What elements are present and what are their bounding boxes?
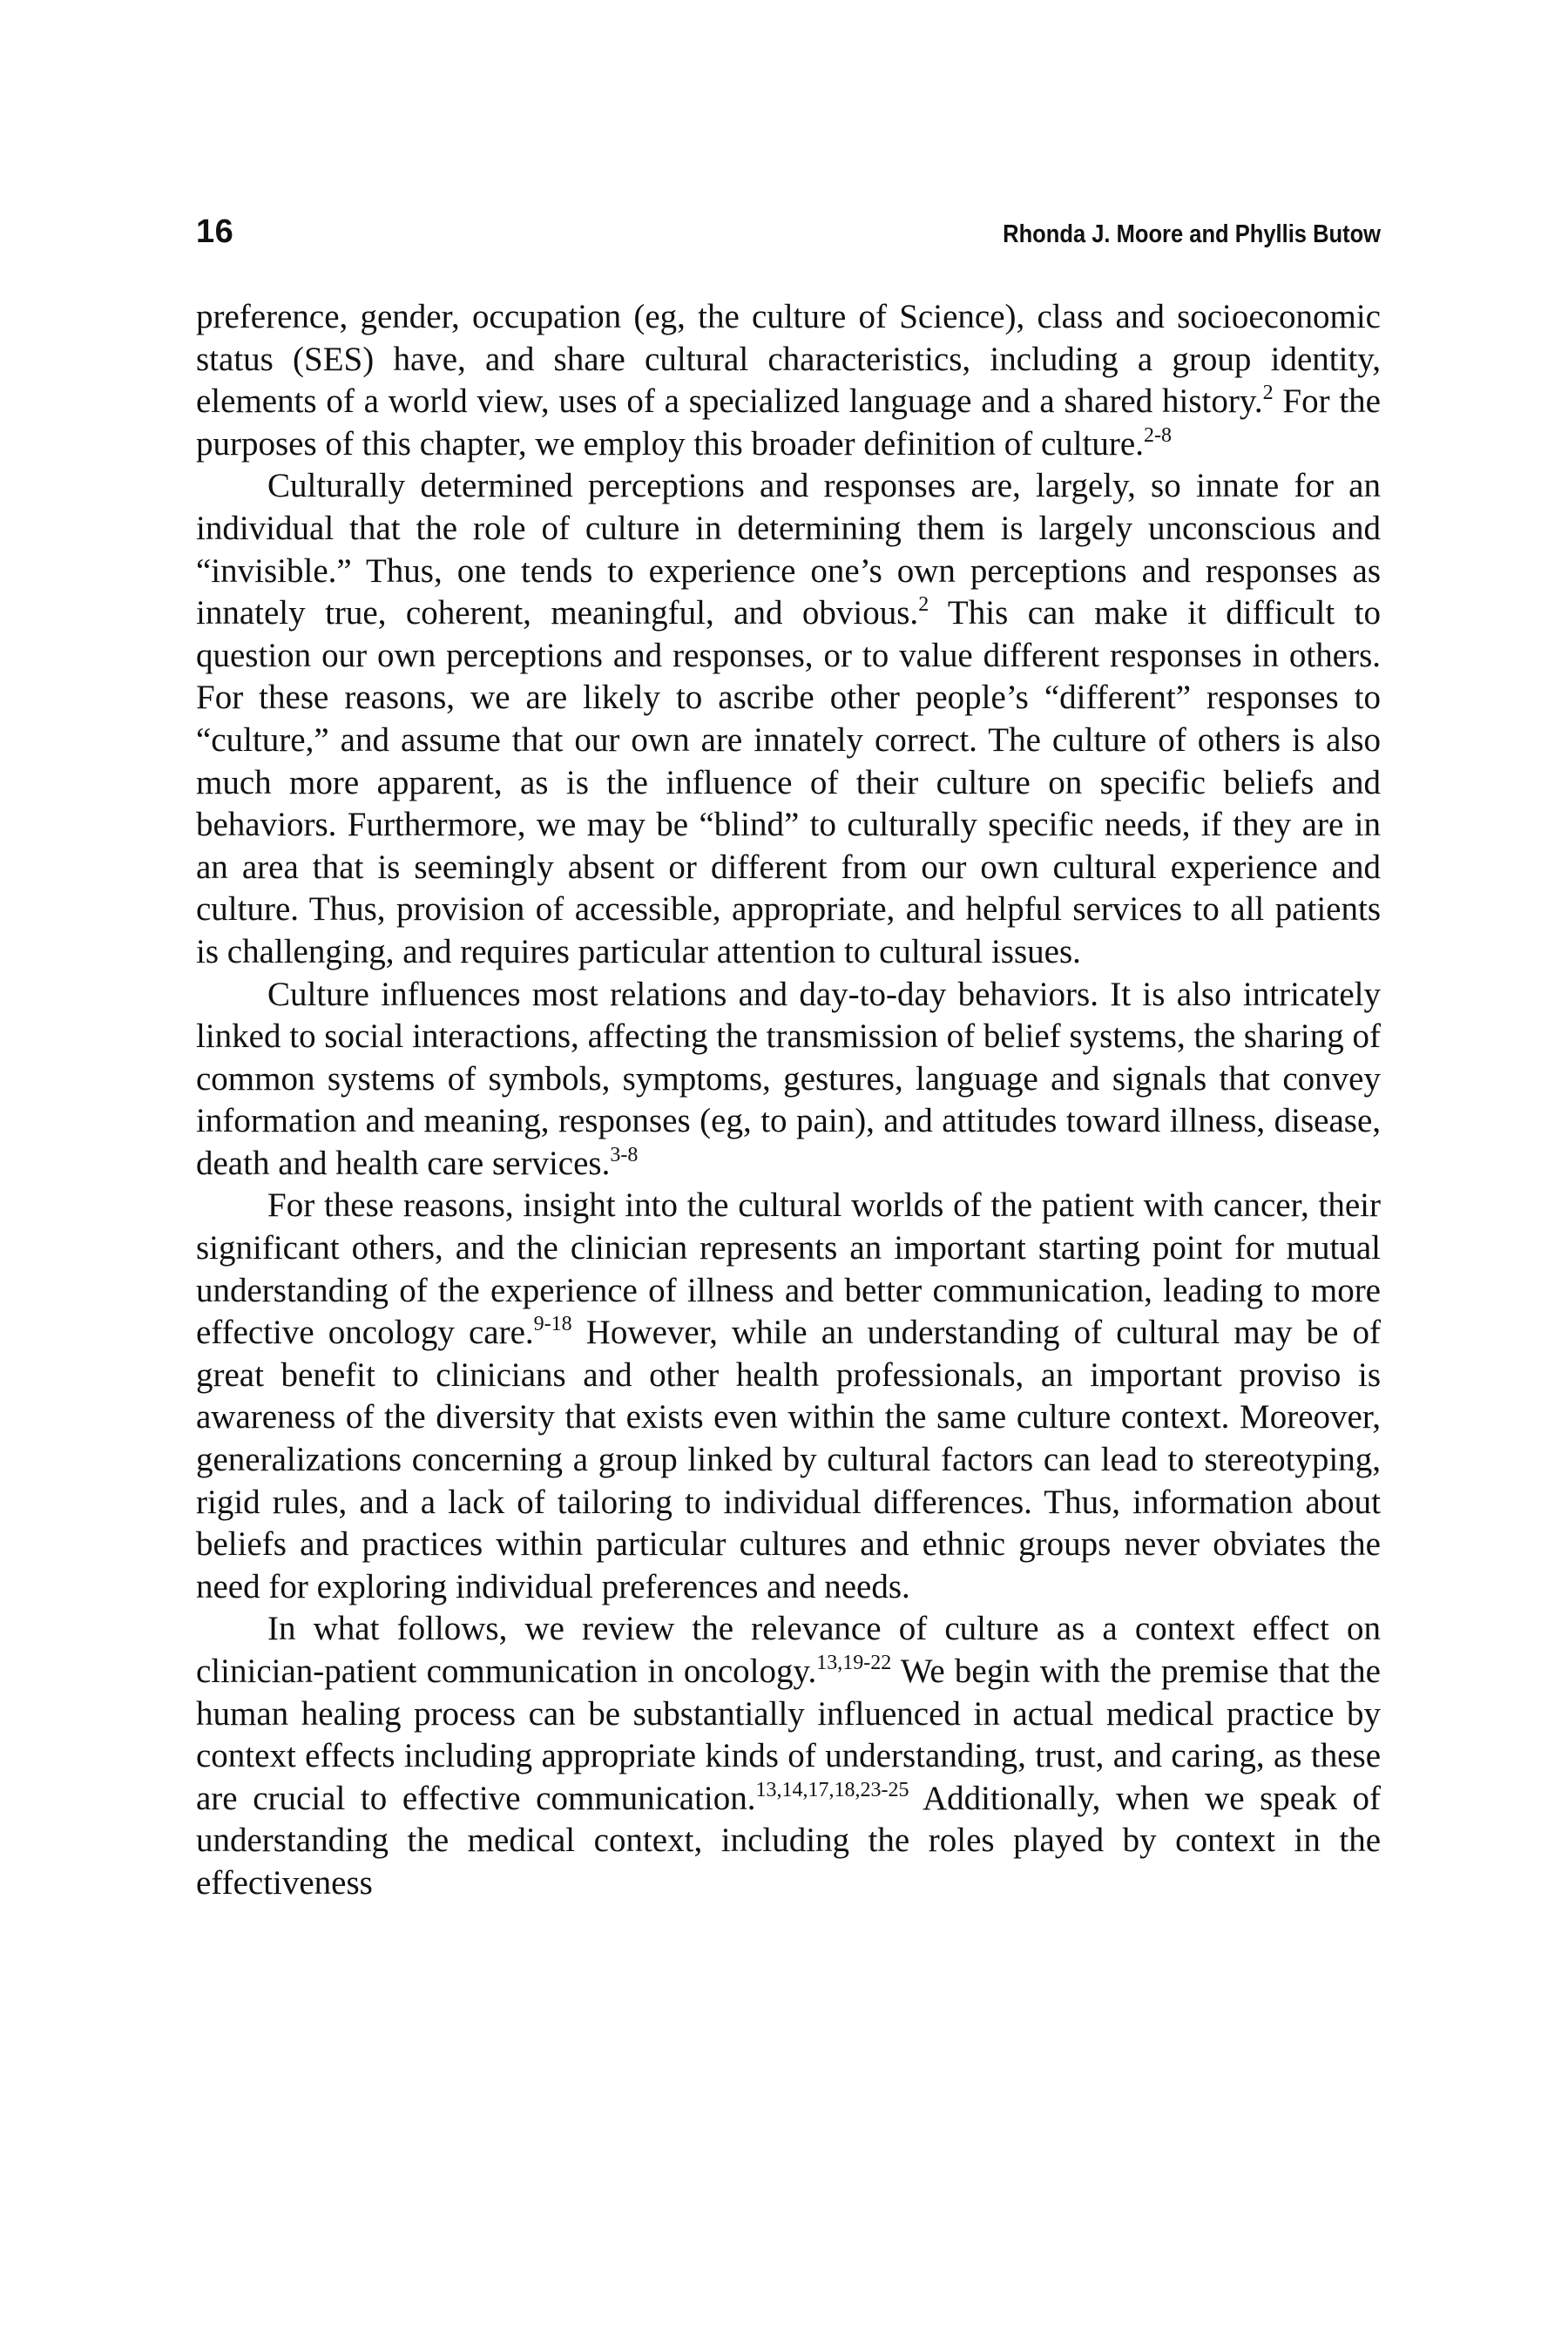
text-segment: For the purposes of this chapter, we employ this broader definition of culture. <box>196 382 1381 463</box>
running-head-authors: Rhonda J. Moore and Phyllis Butow <box>1003 220 1381 248</box>
citation-superscript: 9-18 <box>533 1313 572 1336</box>
citation-superscript: 2-8 <box>1143 423 1172 447</box>
running-head <box>196 213 1381 257</box>
paragraph-continued <box>196 296 1381 465</box>
text-segment: preference, gender, occupation (eg, the culture of Science), class and socioeconomic status (SES) have, and share cultural characteristics, including a group identity, elements of a world view, uses of a specialized language and a shared history. <box>196 298 1381 421</box>
paragraph <box>196 974 1381 1186</box>
text-segment: Culturally determined perceptions and responses are, largely, so innate for an individual that the role of culture in determining them is largely unconscious and “invisible.” Thus, one tends to experience one’s own perceptions and responses as innately true, coherent, meaningful, and obvious. <box>196 467 1381 632</box>
citation-superscript: 2 <box>1262 382 1274 405</box>
citation-superscript: 2 <box>918 593 929 617</box>
paragraph <box>196 1608 1381 1904</box>
text-segment: In what follows, we review the relevance of culture as a context effect on clinician-patient communication in oncology. <box>196 1610 1381 1690</box>
text-segment: However, while an understanding of cultural may be of great benefit to clinicians and other health professionals, an important proviso is awareness of the diversity that exists even within the same culture context. Moreover, generalizations concerning a group linked by cultural factors can lead to stereotyping, rigid rules, and a lack of tailoring to individual differences. Thus, information about beliefs and practices within particular cultures and ethnic groups never obviates the need for exploring individual preferences and needs. <box>196 1314 1381 1605</box>
body-text <box>196 296 1381 1905</box>
paragraph <box>196 465 1381 973</box>
paragraph <box>196 1185 1381 1608</box>
text-segment: This can make it difficult to question our own perceptions and responses, or to value different responses in others. For these reasons, we are likely to ascribe other people’s “different” responses to “culture,” and assume that our own are innately correct. The culture of others is also much more apparent, as is the influence of their culture on specific beliefs and behaviors. Furthermore, we may be “blind” to culturally specific needs, if they are in an area that is seemingly absent or different from our own cultural experience and culture. Thus, provision of accessible, appropriate, and helpful services to all patients is challenging, and requires particular attention to cultural issues. <box>196 594 1381 970</box>
citation-superscript: 13,14,17,18,23-25 <box>755 1778 909 1801</box>
page-number: 16 <box>196 213 234 250</box>
citation-superscript: 3-8 <box>610 1144 639 1166</box>
text-segment: Additionally, when we speak of understanding the medical context, including the roles played by context in the effectiveness <box>196 1779 1382 1902</box>
text-segment: Culture influences most relations and day-to-day behaviors. It is also intricately linked to social interactions, affecting the transmission of belief systems, the sharing of common systems of symbols, symptoms, gestures, language and signals that convey information and meaning, responses (eg, to pain), and attitudes toward illness, disease, death and health care services. <box>196 975 1381 1182</box>
citation-superscript: 13,19-22 <box>816 1652 892 1675</box>
text-segment: For these reasons, insight into the cultural worlds of the patient with cancer, their significant others, and the clinician represents an important starting point for mutual understanding of the experience of illness and better communication, leading to more effective oncology care. <box>196 1186 1381 1352</box>
text-segment: We begin with the premise that the human healing process can be substantially influenced in actual medical practice by context effects including appropriate kinds of understanding, trust, and caring, as these are crucial to effective communication. <box>196 1652 1381 1817</box>
